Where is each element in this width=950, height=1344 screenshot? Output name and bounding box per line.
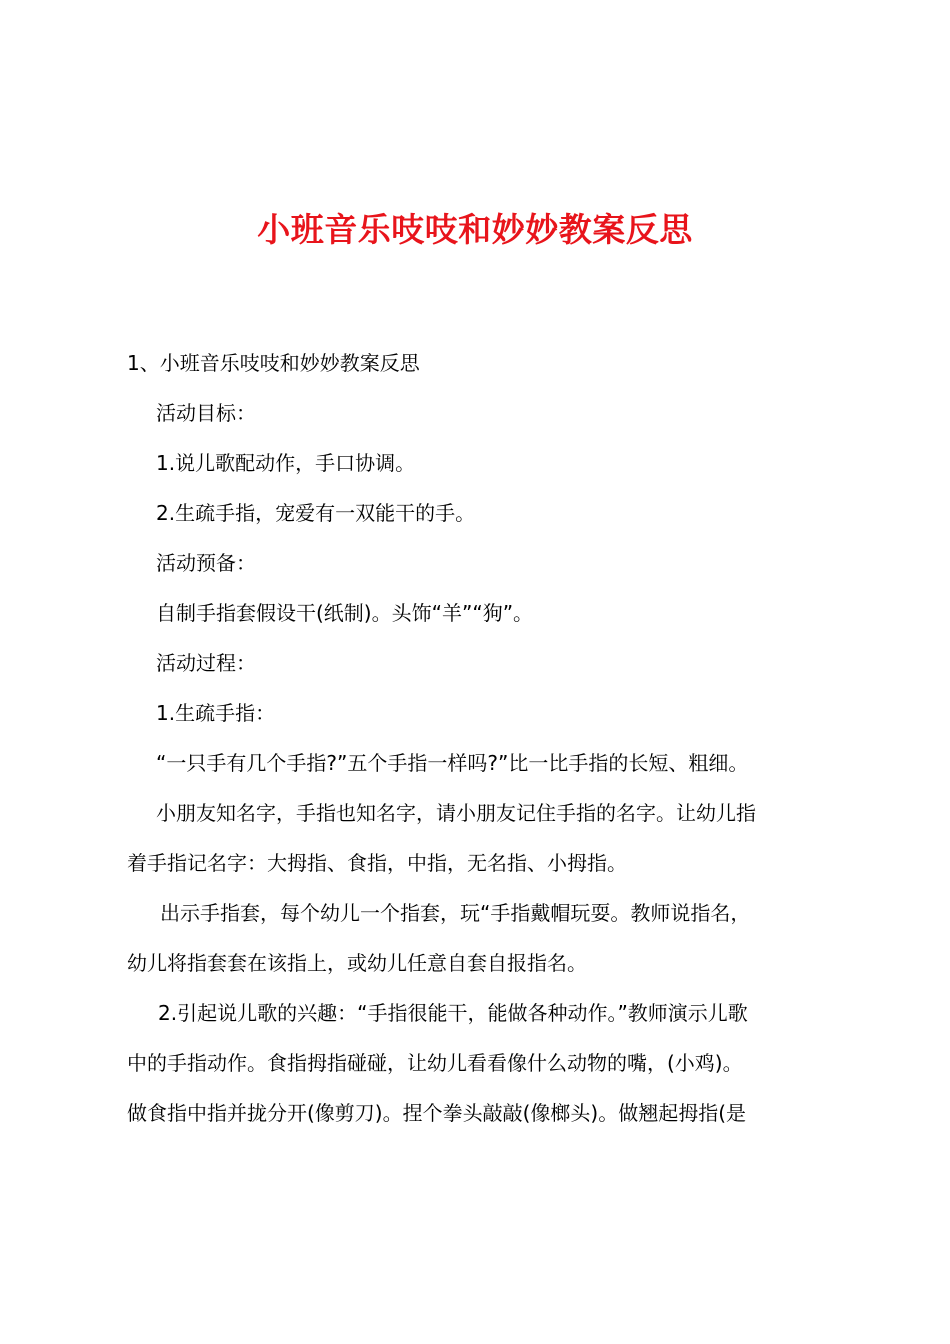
- preparation-heading: 活动预备：: [156, 551, 256, 575]
- document-body: [127, 338, 837, 1138]
- activity-goal-heading: 活动目标：: [156, 401, 256, 425]
- process-heading: 活动过程：: [156, 651, 256, 675]
- goal-item-2: 2.生疏手指，宠爱有一双能干的手。: [156, 501, 476, 525]
- paragraph-finger-caps-line-1: 出示手指套，每个幼儿一个指套，玩“手指戴帽玩耍。教师说指名，: [160, 901, 751, 925]
- paragraph-finger-caps-line-2: 幼儿将指套套在该指上，或幼儿任意自套自报指名。: [127, 951, 587, 975]
- paragraph-rhyme-line-2: 中的手指动作。食指拇指碰碰，让幼儿看看像什么动物的嘴，(小鸡)。: [127, 1051, 743, 1075]
- paragraph-rhyme-line-3: 做食指中指并拢分开(像剪刀)。捏个拳头敲敲(像榔头)。做翘起拇指(是: [127, 1101, 747, 1125]
- preparation-text: 自制手指套假设干(纸制)。头饰“羊”“狗”。: [156, 601, 534, 625]
- goal-item-1: 1.说儿歌配动作，手口协调。: [156, 451, 416, 475]
- paragraph-finger-names-line-2: 着手指记名字：大拇指、食指，中指，无名指、小拇指。: [127, 851, 627, 875]
- paragraph-rhyme-line-1: 2.引起说儿歌的兴趣：“手指很能干，能做各种动作。”教师演示儿歌: [158, 1001, 748, 1025]
- process-step-1-heading: 1.生疏手指：: [156, 701, 276, 725]
- paragraph-finger-names-line-1: 小朋友知名字，手指也知名字，请小朋友记住手指的名字。让幼儿指: [156, 801, 756, 825]
- section-heading: 1、小班音乐吱吱和妙妙教案反思: [127, 351, 420, 375]
- question-text: “一只手有几个手指?”五个手指一样吗?”比一比手指的长短、粗细。: [156, 751, 749, 775]
- document-title: 小班音乐吱吱和妙妙教案反思: [257, 210, 693, 249]
